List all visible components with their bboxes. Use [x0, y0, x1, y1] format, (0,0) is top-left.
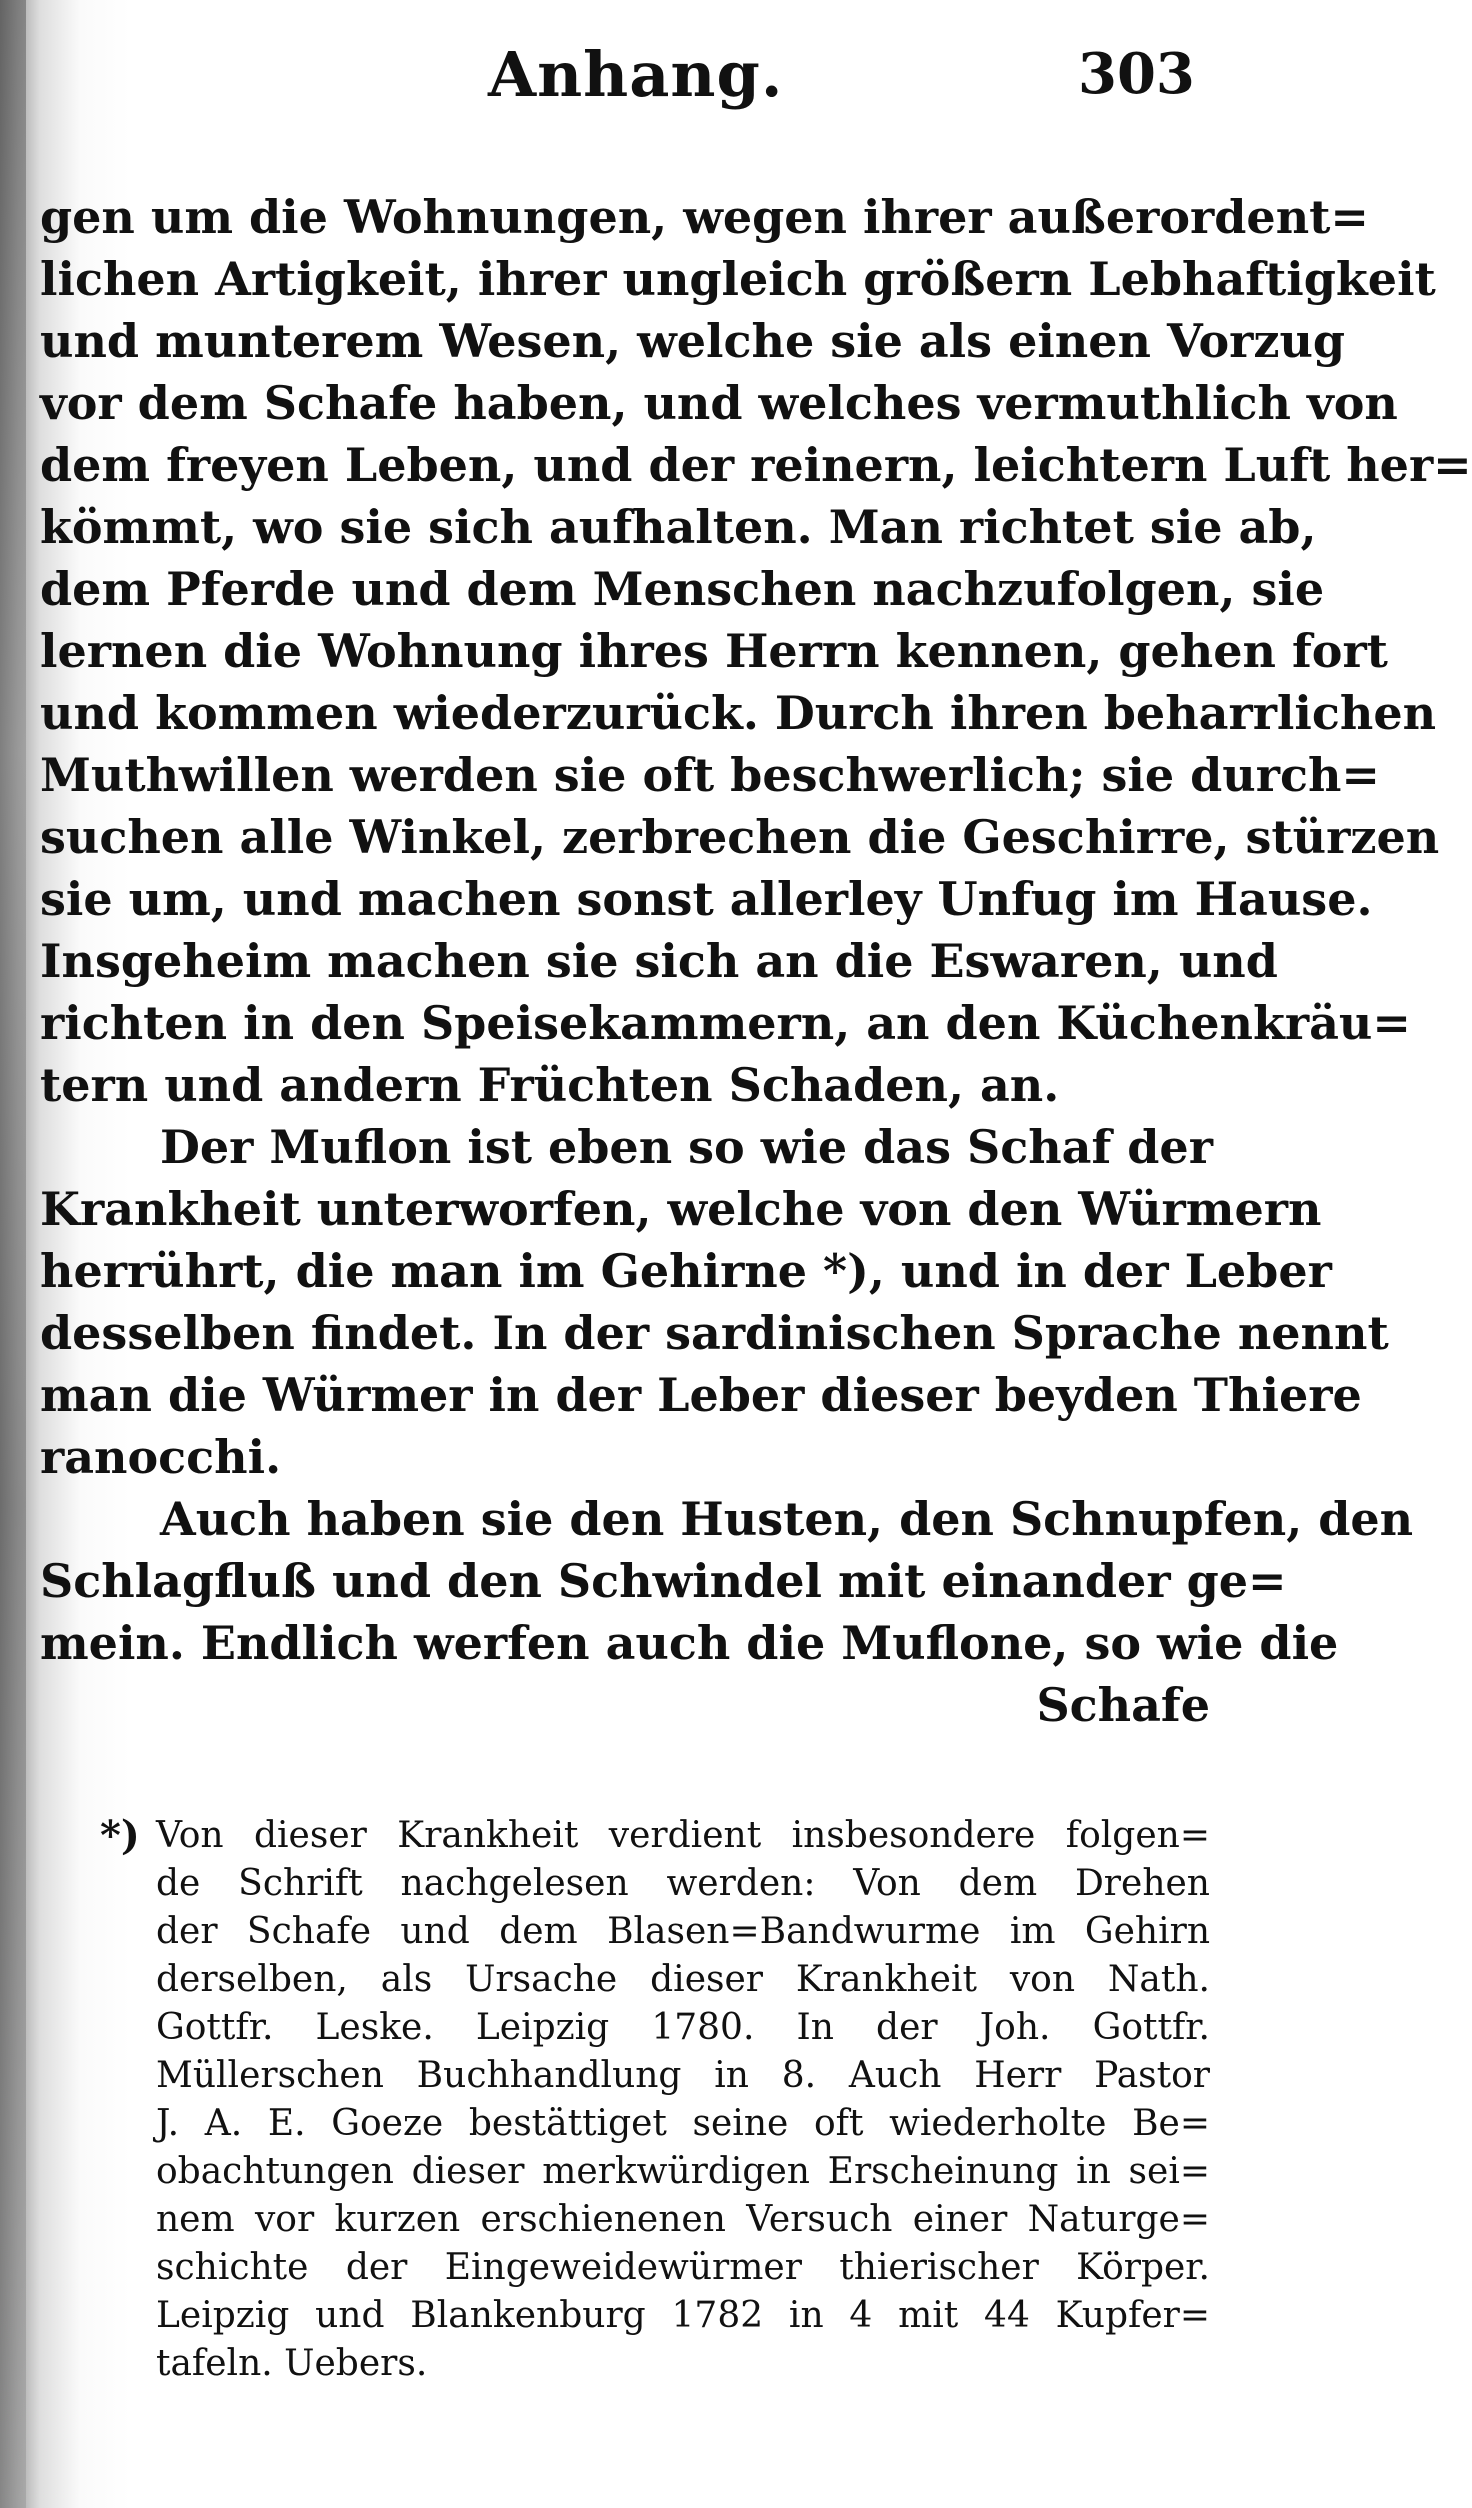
body-line: vor dem Schafe haben, und welches vermuthlich von	[40, 376, 1398, 430]
body-line: desselben findet. In der sardinischen Sprache nennt	[40, 1306, 1389, 1360]
body-line: richten in den Speisekammern, an den Küchenkräu=	[40, 996, 1411, 1050]
page-edge-shadow	[0, 0, 26, 2508]
footnote-line: nem vor kurzen erschienenen Versuch einer Naturge=	[156, 2199, 1210, 2240]
body-line: kömmt, wo sie sich aufhalten. Man richtet sie ab,	[40, 500, 1317, 554]
footnote-line: obachtungen dieser merkwürdigen Erscheinung in sei=	[156, 2151, 1210, 2192]
body-line: dem freyen Leben, und der reinern, leichtern Luft her=	[40, 438, 1472, 492]
body-line: lichen Artigkeit, ihrer ungleich größern Lebhaftigkeit	[40, 252, 1436, 306]
footnote-line: derselben, als Ursache dieser Krankheit von Nath.	[156, 1959, 1210, 2000]
body-line: Der Muflon ist eben so wie das Schaf der	[160, 1120, 1213, 1174]
footnote-line: de Schrift nachgelesen werden: Von dem Drehen	[156, 1863, 1210, 1904]
page-header	[0, 34, 1236, 144]
body-line: herrührt, die man im Gehirne *), und in der Leber	[40, 1244, 1332, 1298]
footnote-line: tafeln. Uebers.	[156, 2343, 428, 2384]
body-line: man die Würmer in der Leber dieser beyden Thiere	[40, 1368, 1362, 1422]
body-line: Schlagfluß und den Schwindel mit einander ge=	[40, 1554, 1287, 1608]
body-line: Krankheit unterworfen, welche von den Würmern	[40, 1182, 1322, 1236]
footnote-line: Gottfr. Leske. Leipzig 1780. In der Joh. Gottfr.	[156, 2007, 1210, 2048]
footnote-line: J. A. E. Goeze bestättiget seine oft wiederholte Be=	[156, 2103, 1210, 2144]
body-line: und kommen wiederzurück. Durch ihren beharrlichen	[40, 686, 1437, 740]
body-line: ranocchi.	[40, 1430, 282, 1484]
body-line: Insgeheim machen sie sich an die Eswaren, und	[40, 934, 1278, 988]
footnote-line: Müllerschen Buchhandlung in 8. Auch Herr Pastor	[156, 2055, 1210, 2096]
body-line: lernen die Wohnung ihres Herrn kennen, gehen fort	[40, 624, 1388, 678]
footnote-line: Von dieser Krankheit verdient insbesondere folgen=	[156, 1815, 1210, 1856]
body-line: tern und andern Früchten Schaden, an.	[40, 1058, 1060, 1112]
footnote-text	[156, 1812, 1210, 2388]
body-text	[40, 186, 1472, 1736]
body-line: dem Pferde und dem Menschen nachzufolgen, sie	[40, 562, 1325, 616]
body-line: Muthwillen werden sie oft beschwerlich; sie durch=	[40, 748, 1380, 802]
body-line: suchen alle Winkel, zerbrechen die Geschirre, stürzen	[40, 810, 1440, 864]
body-line: sie um, und machen sonst allerley Unfug im Hause.	[40, 872, 1373, 926]
catchword: Schafe	[1036, 1678, 1210, 1732]
footnote-line: Leipzig und Blankenburg 1782 in 4 mit 44 Kupfer=	[156, 2295, 1210, 2336]
body-line: gen um die Wohnungen, wegen ihrer außerordent=	[40, 190, 1369, 244]
running-head: Anhang.	[488, 38, 784, 111]
body-line: und munterem Wesen, welche sie als einen Vorzug	[40, 314, 1346, 368]
footnote-line: schichte der Eingeweidewürmer thierischer Körper.	[156, 2247, 1210, 2288]
page-number: 303	[1078, 41, 1195, 107]
footnote-marker: *)	[100, 1812, 140, 1859]
footnote-line: der Schafe und dem Blasen=Bandwurme im Gehirn	[156, 1911, 1210, 1952]
body-line: Auch haben sie den Husten, den Schnupfen, den	[160, 1492, 1414, 1546]
body-line: mein. Endlich werfen auch die Muflone, so wie die	[40, 1616, 1339, 1670]
